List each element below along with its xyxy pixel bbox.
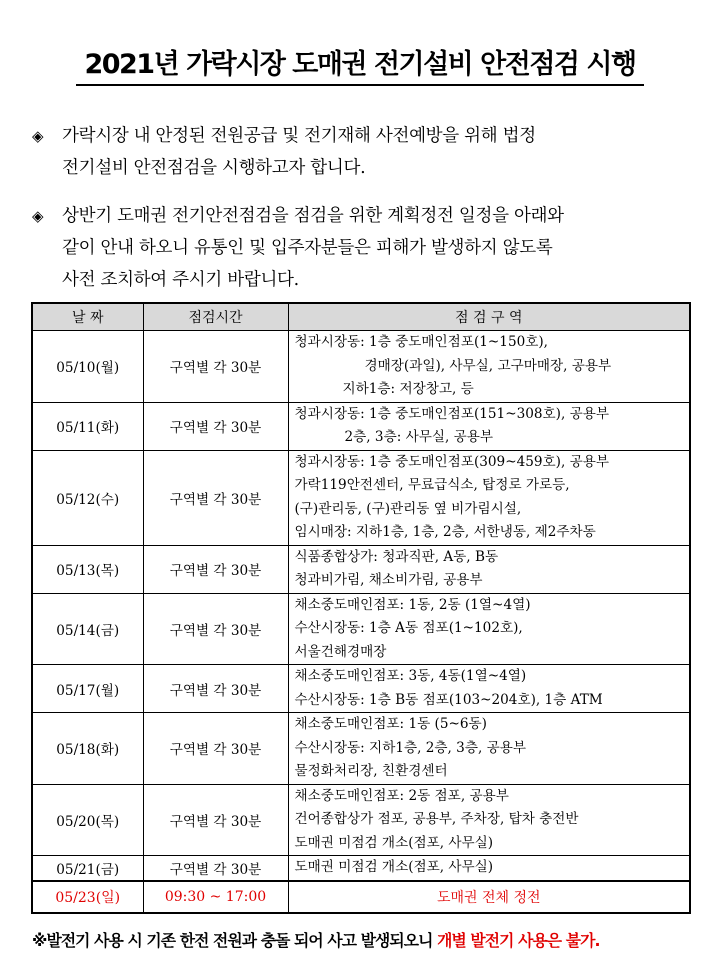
area-line: 청과시장동: 1층 중도매인점포(151~308호), 공용부 [294, 405, 610, 422]
row-date: 05/12(수) [32, 450, 143, 545]
inspection-schedule-table [31, 302, 691, 914]
table-row [32, 545, 690, 593]
row-date: 05/11(화) [32, 402, 143, 450]
area-line: 지하1층: 저장창고, 등 [342, 381, 474, 397]
area-line: 도매권 미점검 개소(점포, 사무실) [294, 834, 494, 851]
row-date: 05/17(월) [32, 665, 143, 713]
area-line: 식품종합상가: 청과직판, A동, B동 [294, 548, 499, 565]
paragraph-line: 같이 안내 하오니 유통인 및 입주자분들은 피해가 발생하지 않도록 [62, 238, 553, 258]
table-row [32, 331, 690, 403]
area-line: 물정화처리장, 친환경센터 [294, 763, 448, 779]
generator-warning-note [32, 928, 712, 951]
area-line: 채소중도매인점포: 1동, 2동 (1열~4열) [294, 596, 531, 613]
table-row [32, 665, 690, 713]
row-time: 구역별 각 30분 [143, 856, 288, 881]
intro-paragraph-2 [32, 200, 692, 296]
row-time: 구역별 각 30분 [143, 331, 288, 403]
diamond-bullet-icon: ◈ [32, 127, 44, 145]
area-line: 수산시장동: 1층 A동 점포(1~102호), [294, 620, 523, 636]
row-area [288, 856, 690, 881]
row-date: 05/20(목) [32, 784, 143, 856]
row-time: 구역별 각 30분 [143, 450, 288, 545]
row-area [288, 784, 690, 856]
row-time: 구역별 각 30분 [143, 402, 288, 450]
area-line: 청과비가림, 채소비가림, 공용부 [294, 572, 483, 588]
area-line: 도매권 미점검 개소(점포, 사무실) [294, 859, 494, 875]
row-date: 05/10(월) [32, 331, 143, 403]
area-line: 채소중도매인점포: 3동, 4동(1열~4열) [294, 668, 527, 684]
row-area [288, 545, 690, 593]
row-time: 구역별 각 30분 [143, 713, 288, 785]
row-time: 구역별 각 30분 [143, 545, 288, 593]
row-area [288, 665, 690, 713]
row-area [288, 450, 690, 545]
area-line: 임시매장: 지하1층, 1층, 2층, 서한냉동, 제2주차동 [294, 524, 596, 540]
row-date: 05/18(화) [32, 713, 143, 785]
row-area [288, 593, 690, 665]
paragraph-line: 전기설비 안전점검을 시행하고자 합니다. [62, 158, 366, 178]
header-date: 날 짜 [32, 303, 143, 331]
table-row [32, 402, 690, 450]
area-line: (구)관리동, (구)관리동 옆 비가림시설, [294, 500, 522, 517]
row-area [288, 402, 690, 450]
row-time: 구역별 각 30분 [143, 784, 288, 856]
intro-paragraph-1 [32, 120, 692, 184]
paragraph-line: 상반기 도매권 전기안전점검을 점검을 위한 계획정전 일정을 아래와 [62, 206, 564, 226]
area-line: 청과시장동: 1층 중도매인점포(1~150호), [294, 334, 548, 350]
outage-area: 도매권 전체 정전 [288, 881, 690, 913]
row-time: 구역별 각 30분 [143, 665, 288, 713]
area-line: 2층, 3층: 사무실, 공용부 [344, 429, 494, 445]
area-line: 채소중도매인점포: 2동 점포, 공용부 [294, 787, 509, 804]
note-text: ※발전기 사용 시 기존 한전 전원과 충돌 되어 사고 발생되오니 [32, 931, 438, 950]
area-line: 경매장(과일), 사무실, 고구마매장, 공용부 [364, 357, 612, 374]
diamond-bullet-icon: ◈ [32, 207, 44, 225]
table-row [32, 593, 690, 665]
table-header-row [32, 303, 690, 331]
full-outage-row [32, 881, 690, 913]
header-time: 점검시간 [143, 303, 288, 331]
area-line: 수산시장동: 지하1층, 2층, 3층, 공용부 [294, 739, 526, 756]
row-area [288, 331, 690, 403]
page-title: 2021년 가락시장 도매권 전기설비 안전점검 시행 [0, 42, 720, 86]
area-line: 청과시장동: 1층 중도매인점포(309~459호), 공용부 [294, 453, 610, 470]
area-line: 서울건해경매장 [294, 643, 387, 660]
area-line: 채소중도매인점포: 1동 (5~6동) [294, 716, 487, 732]
row-time: 구역별 각 30분 [143, 593, 288, 665]
table-row [32, 450, 690, 545]
row-area [288, 713, 690, 785]
area-line: 수산시장동: 1층 B동 점포(103~204호), 1층 ATM [294, 691, 603, 708]
paragraph-line: 사전 조치하여 주시기 바랍니다. [62, 270, 299, 290]
outage-date: 05/23(일) [32, 881, 143, 913]
area-line: 건어종합상가 점포, 공용부, 주차장, 탑차 충전반 [294, 811, 579, 827]
area-line: 가락119안전센터, 무료급식소, 탑정로 가로등, [294, 477, 570, 493]
row-date: 05/13(목) [32, 545, 143, 593]
note-warning: 개별 발전기 사용은 불가. [437, 931, 600, 950]
header-area: 점 검 구 역 [288, 303, 690, 331]
outage-time: 09:30 ~ 17:00 [143, 881, 288, 913]
row-date: 05/14(금) [32, 593, 143, 665]
table-row [32, 856, 690, 881]
table-row [32, 784, 690, 856]
paragraph-line: 가락시장 내 안정된 전원공급 및 전기재해 사전예방을 위해 법정 [62, 126, 536, 146]
row-date: 05/21(금) [32, 856, 143, 881]
table-row [32, 713, 690, 785]
